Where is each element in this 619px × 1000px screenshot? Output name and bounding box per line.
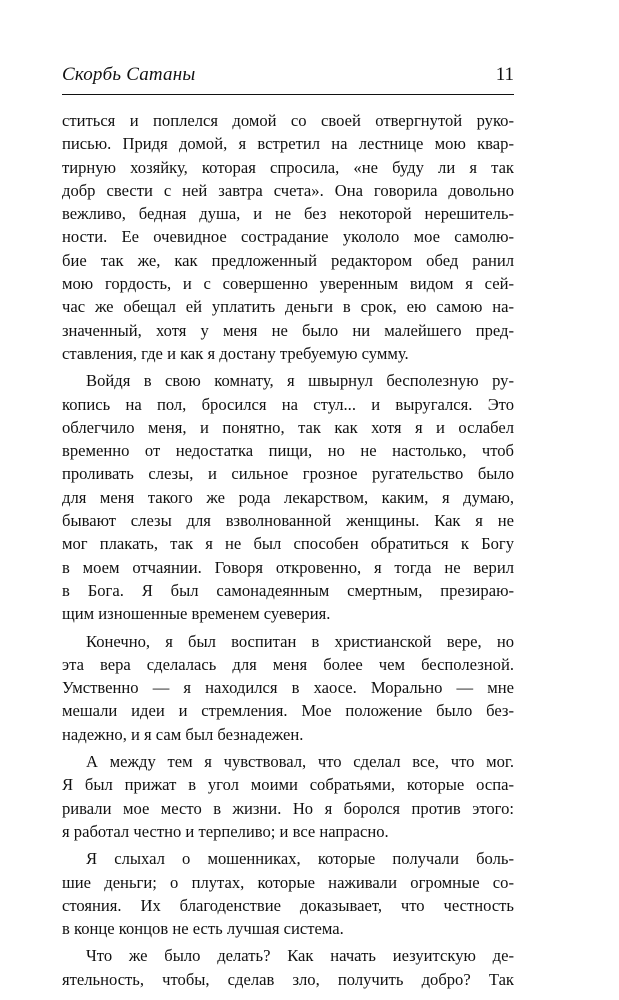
body-text — [62, 109, 514, 991]
text-line: Я слыхал о мошенниках, которые получали боль- — [86, 849, 514, 869]
text-line: облегчило меня, и понятно, так как хотя я и ослабел — [62, 417, 514, 437]
text-line: стояния. Их благоденствие доказывает, что честность — [62, 895, 514, 915]
text-line: Я был прижат в угол моими собратьями, которые оспа- — [62, 775, 514, 795]
text-line: писью. Придя домой, я встретил на лестнице мою квар- — [62, 134, 514, 154]
text-line: ставления, где и как я достану требуемую сумму. — [62, 343, 409, 363]
text-line: А между тем я чувствовал, что сделал все, что мог. — [86, 752, 514, 772]
text-line: значенный, хотя у меня не было ни малейшего пред- — [62, 320, 514, 340]
text-line: для меня такого же рода лекарством, каким, я думаю, — [62, 487, 514, 507]
text-line: Конечно, я был воспитан в христианской вере, но — [86, 631, 514, 651]
text-line: бывают слезы для взволнованной женщины. Как я не — [62, 511, 514, 531]
text-line: ривали мое место в жизни. Но я боролся против этого: — [62, 798, 514, 818]
book-page — [62, 64, 514, 995]
text-line: мешали идеи и стремления. Мое положение было без- — [62, 701, 514, 721]
text-line: Войдя в свою комнату, я швырнул бесполезную ру- — [86, 371, 514, 391]
text-line: я работал честно и терпеливо; и все напрасно. — [62, 821, 389, 841]
text-line: добр свести с ней завтра счета». Она говорила довольно — [62, 180, 514, 200]
running-title: Скорбь Сатаны — [62, 64, 196, 85]
text-line: тирную хозяйку, которая спросила, «не буду ли я так — [62, 157, 514, 177]
text-line: мою гордость, и с совершенно уверенным видом я сей- — [62, 274, 514, 294]
text-line: надежно, и я сам был безнадежен. — [62, 724, 304, 744]
text-line: ности. Ее очевидное сострадание укололо мое самолю- — [62, 227, 514, 247]
text-line: эта вера сделалась для меня более чем бесполезной. — [62, 654, 514, 674]
page-number: 11 — [495, 64, 514, 85]
paragraph — [62, 944, 514, 991]
text-line: копись на пол, бросился на стул... и выругался. Это — [62, 394, 514, 414]
text-line: в конце концов не есть лучшая система. — [62, 919, 344, 939]
text-line: шие деньги; о плутах, которые наживали огромные со- — [62, 872, 514, 892]
text-line: проливать слезы, и сильное грозное ругательство было — [62, 464, 514, 484]
text-line: мог плакать, так я не был способен обратиться к Богу — [62, 534, 514, 554]
text-line: временно от недостатка пищи, но не настолько, чтоб — [62, 441, 514, 461]
text-line: ститься и поплелся домой со своей отвергнутой руко- — [62, 111, 514, 130]
text-line: щим изношенные временем суеверия. — [62, 604, 331, 624]
text-line: в Бога. Я был самонадеянным смертным, презираю- — [62, 580, 514, 600]
paragraph — [62, 369, 514, 625]
paragraph — [62, 630, 514, 746]
text-line: вежливо, бедная душа, и не без некоторой нерешитель- — [62, 204, 514, 224]
paragraph — [62, 109, 514, 365]
paragraph — [62, 847, 514, 940]
text-line: Что же было делать? Как начать иезуитскую де- — [86, 946, 514, 966]
text-line: Умственно — я находился в хаосе. Морально — мне — [62, 678, 514, 698]
text-line: ятельность, чтобы, сделав зло, получить добро? Так — [62, 969, 514, 989]
paragraph — [62, 750, 514, 843]
text-line: час же обещал ей уплатить деньги в срок, ею самою на- — [62, 297, 514, 317]
text-line: в моем отчаянии. Говоря откровенно, я тогда не верил — [62, 557, 514, 577]
running-header — [62, 64, 514, 95]
text-line: бие так же, как предложенный редактором обед ранил — [62, 250, 514, 270]
